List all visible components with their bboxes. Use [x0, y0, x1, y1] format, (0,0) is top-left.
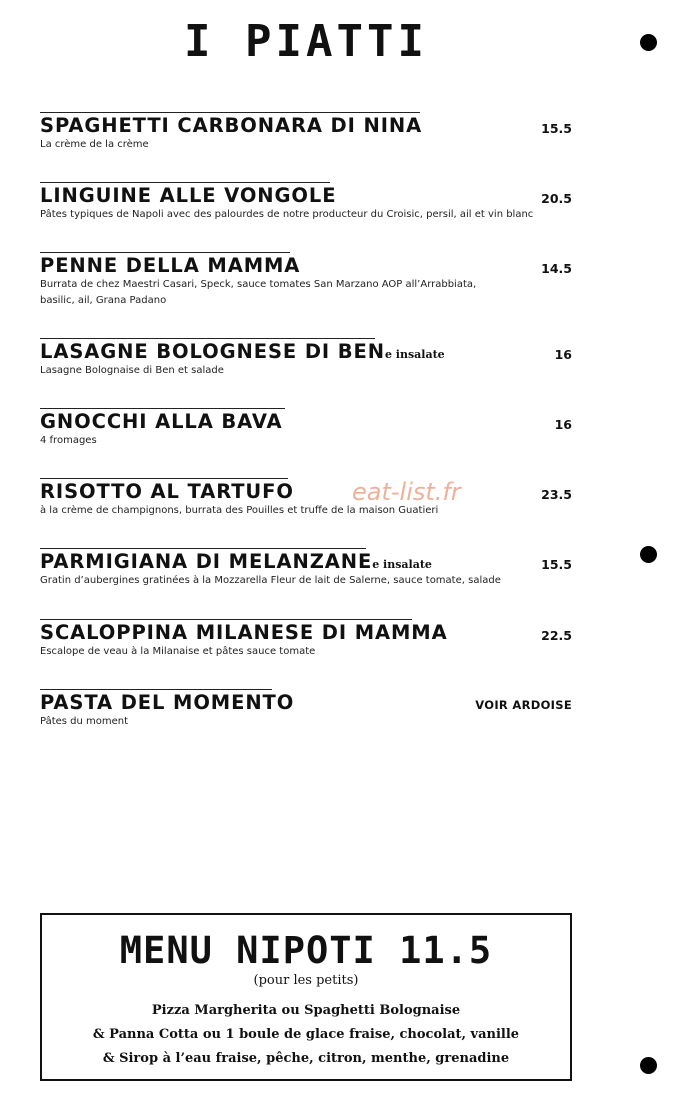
- bullet-dot: [640, 34, 657, 51]
- dish-price: 16: [554, 347, 572, 362]
- dish-price: 14.5: [541, 261, 572, 276]
- dish-name-text: RISOTTO AL TARTUFO: [40, 480, 294, 503]
- dish-description: Pâtes typiques de Napoli avec des palourdes de notre producteur du Croisic, persil, ail et vin blanc: [40, 209, 534, 220]
- kids-menu-line: & Sirop à l’eau fraise, pêche, citron, menthe, grenadine: [102, 1051, 510, 1066]
- dish-price: VOIR ARDOISE: [475, 698, 572, 712]
- dish-description: 4 fromages: [40, 435, 97, 446]
- watermark-text: eat-list.fr: [352, 478, 461, 506]
- dish-description: à la crème de champignons, burrata des Pouilles et truffe de la maison Guatieri: [40, 505, 439, 516]
- dish-price: 16: [554, 417, 572, 432]
- dish-name-text: GNOCCHI ALLA BAVA: [40, 410, 283, 433]
- dish-description: Lasagne Bolognaise di Ben et salade: [40, 365, 224, 376]
- dish-description: Burrata de chez Maestri Casari, Speck, sauce tomates San Marzano AOP all’Arrabbiata, basilic, ail, Grana Padano: [40, 279, 477, 306]
- dish-price: 23.5: [541, 487, 572, 502]
- dish-description: Gratin d’aubergines gratinées à la Mozzarella Fleur de lait de Salerne, sauce tomate, salade: [40, 575, 501, 586]
- dish-price: 22.5: [541, 628, 572, 643]
- kids-menu-box: [40, 913, 572, 1081]
- dish-item: [40, 252, 572, 308]
- dish-item: [40, 338, 572, 378]
- dish-description: La crème de la crème: [40, 139, 149, 150]
- kids-menu-line: Pizza Margherita ou Spaghetti Bolognaise: [151, 1003, 461, 1018]
- page-title: I PIATTI: [184, 16, 428, 67]
- dish-item: [40, 408, 572, 448]
- kids-menu-lines: [42, 999, 570, 1071]
- dish-name: [40, 113, 422, 139]
- kids-menu-subtitle: (pour les petits): [253, 973, 359, 988]
- dish-name: [40, 253, 300, 279]
- dish-item: [40, 689, 572, 729]
- dish-item: [40, 619, 572, 659]
- dish-name-suffix: e insalate: [384, 348, 445, 361]
- dish-item: [40, 548, 572, 588]
- dish-name: [40, 409, 283, 435]
- dish-item: [40, 182, 572, 222]
- bullet-dot: [640, 546, 657, 563]
- dish-name-text: PENNE DELLA MAMMA: [40, 254, 301, 277]
- dish-description: Escalope de veau à la Milanaise et pâtes sauce tomate: [40, 646, 316, 657]
- dish-description: Pâtes du moment: [40, 716, 129, 727]
- dish-name-text: SCALOPPINA MILANESE DI MAMMA: [40, 621, 448, 644]
- dish-item: [40, 112, 572, 152]
- dish-item: [40, 478, 572, 518]
- dish-name: [40, 183, 336, 209]
- dish-name: [40, 620, 448, 646]
- dish-name-text: PARMIGIANA DI MELANZANE: [40, 550, 373, 573]
- dish-name: [40, 479, 294, 505]
- kids-menu-title: MENU NIPOTI 11.5: [119, 929, 493, 972]
- dish-name-text: LINGUINE ALLE VONGOLE: [40, 184, 337, 207]
- dish-name-text: SPAGHETTI CARBONARA DI NINA: [40, 114, 423, 137]
- dish-price: 15.5: [541, 121, 572, 136]
- dish-name: [40, 690, 294, 716]
- dish-name-text: LASAGNE BOLOGNESE DI BEN: [40, 340, 385, 363]
- dish-price: 15.5: [541, 557, 572, 572]
- bullet-dot: [640, 1057, 657, 1074]
- dish-price: 20.5: [541, 191, 572, 206]
- kids-menu-line: & Panna Cotta ou 1 boule de glace fraise, chocolat, vanille: [92, 1027, 520, 1042]
- dish-name-suffix: e insalate: [372, 558, 432, 571]
- dish-name-text: PASTA DEL MOMENTO: [40, 691, 295, 714]
